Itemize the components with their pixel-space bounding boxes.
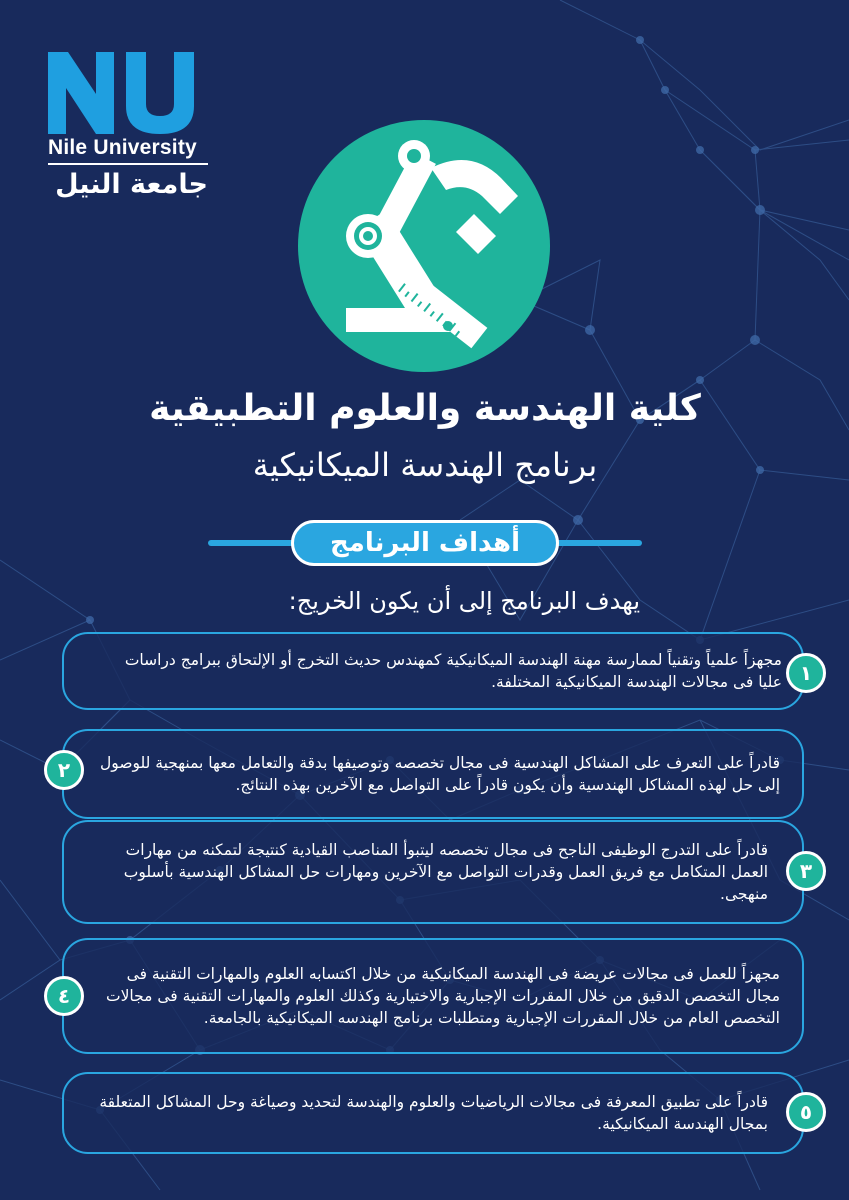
goal-text: قادراً على التعرف على المشاكل الهندسية فى مجال تخصصه وتوصيفها بدقة والتعامل معها بمنهجية للوصول إلى حل لهذه المشاكل الهندسية وأن يكون قادراً على التواصل مع الآخرين بهذه النتائج. xyxy=(100,754,780,794)
faculty-title: كلية الهندسة والعلوم التطبيقية xyxy=(149,388,701,429)
goal-number-badge: ٢ xyxy=(44,750,84,790)
goal-text: قادراً على التدرج الوظيفى الناجح فى مجال تخصصه ليتبوأ المناصب القيادية كنتيجة لتمكنه من مهارات العمل المتكامل مع فريق العمل وقدرات التواصل مع الآخرين ومهارات حل المشاكل الهندسية بأسلوب منهجى. xyxy=(123,841,768,903)
university-logo xyxy=(48,52,213,200)
goal-card xyxy=(62,632,804,710)
goal-card xyxy=(62,938,804,1054)
goal-card xyxy=(62,729,804,819)
goal-text: قادراً على تطبيق المعرفة فى مجالات الرياضيات والعلوم والهندسة لتحديد وصياغة وحل المشاكل المتعلقة بمجال الهندسة الميكانيكية. xyxy=(99,1093,768,1133)
goal-number-badge: ٥ xyxy=(786,1092,826,1132)
logo-divider xyxy=(48,163,208,165)
intro-text: يهدف البرنامج إلى أن يكون الخريج: xyxy=(288,587,640,615)
university-name-ar: جامعة النيل xyxy=(55,169,208,200)
goal-card xyxy=(62,1072,804,1154)
goal-text: مجهزاً علمياً وتقنياً لممارسة مهنة الهندسة الميكانيكية كمهندس حديث التخرج أو الإلتحاق ببرامج دراسات عليا فى مجالات الهندسة الميكانيكية المختلفة. xyxy=(124,651,782,691)
university-name-en: Nile University xyxy=(48,136,197,159)
goal-number-badge: ٣ xyxy=(786,851,826,891)
goal-number-badge: ٤ xyxy=(44,976,84,1016)
goal-text: مجهزاً للعمل فى مجالات عريضة فى الهندسة الميكانيكية من خلال اكتسابه العلوم والمهارات التقنية فى مجال التخصص الدقيق من خلال المقررات الإجبارية والاختيارية وكذلك العلوم والمهارات التقنية فى مجالات التخصص العام من خلال المقررات الإجبارية ومتطلبات برنامج الهندسه الميكانيكية بالجامعة. xyxy=(105,965,780,1027)
goal-card xyxy=(62,820,804,924)
program-title: برنامج الهندسة الميكانيكية xyxy=(252,446,598,484)
robotic-arm-icon xyxy=(296,118,552,374)
nu-logo-mark-icon xyxy=(48,52,210,134)
goal-number-badge: ١ xyxy=(786,653,826,693)
program-goals-heading: أهداف البرنامج xyxy=(291,520,559,566)
